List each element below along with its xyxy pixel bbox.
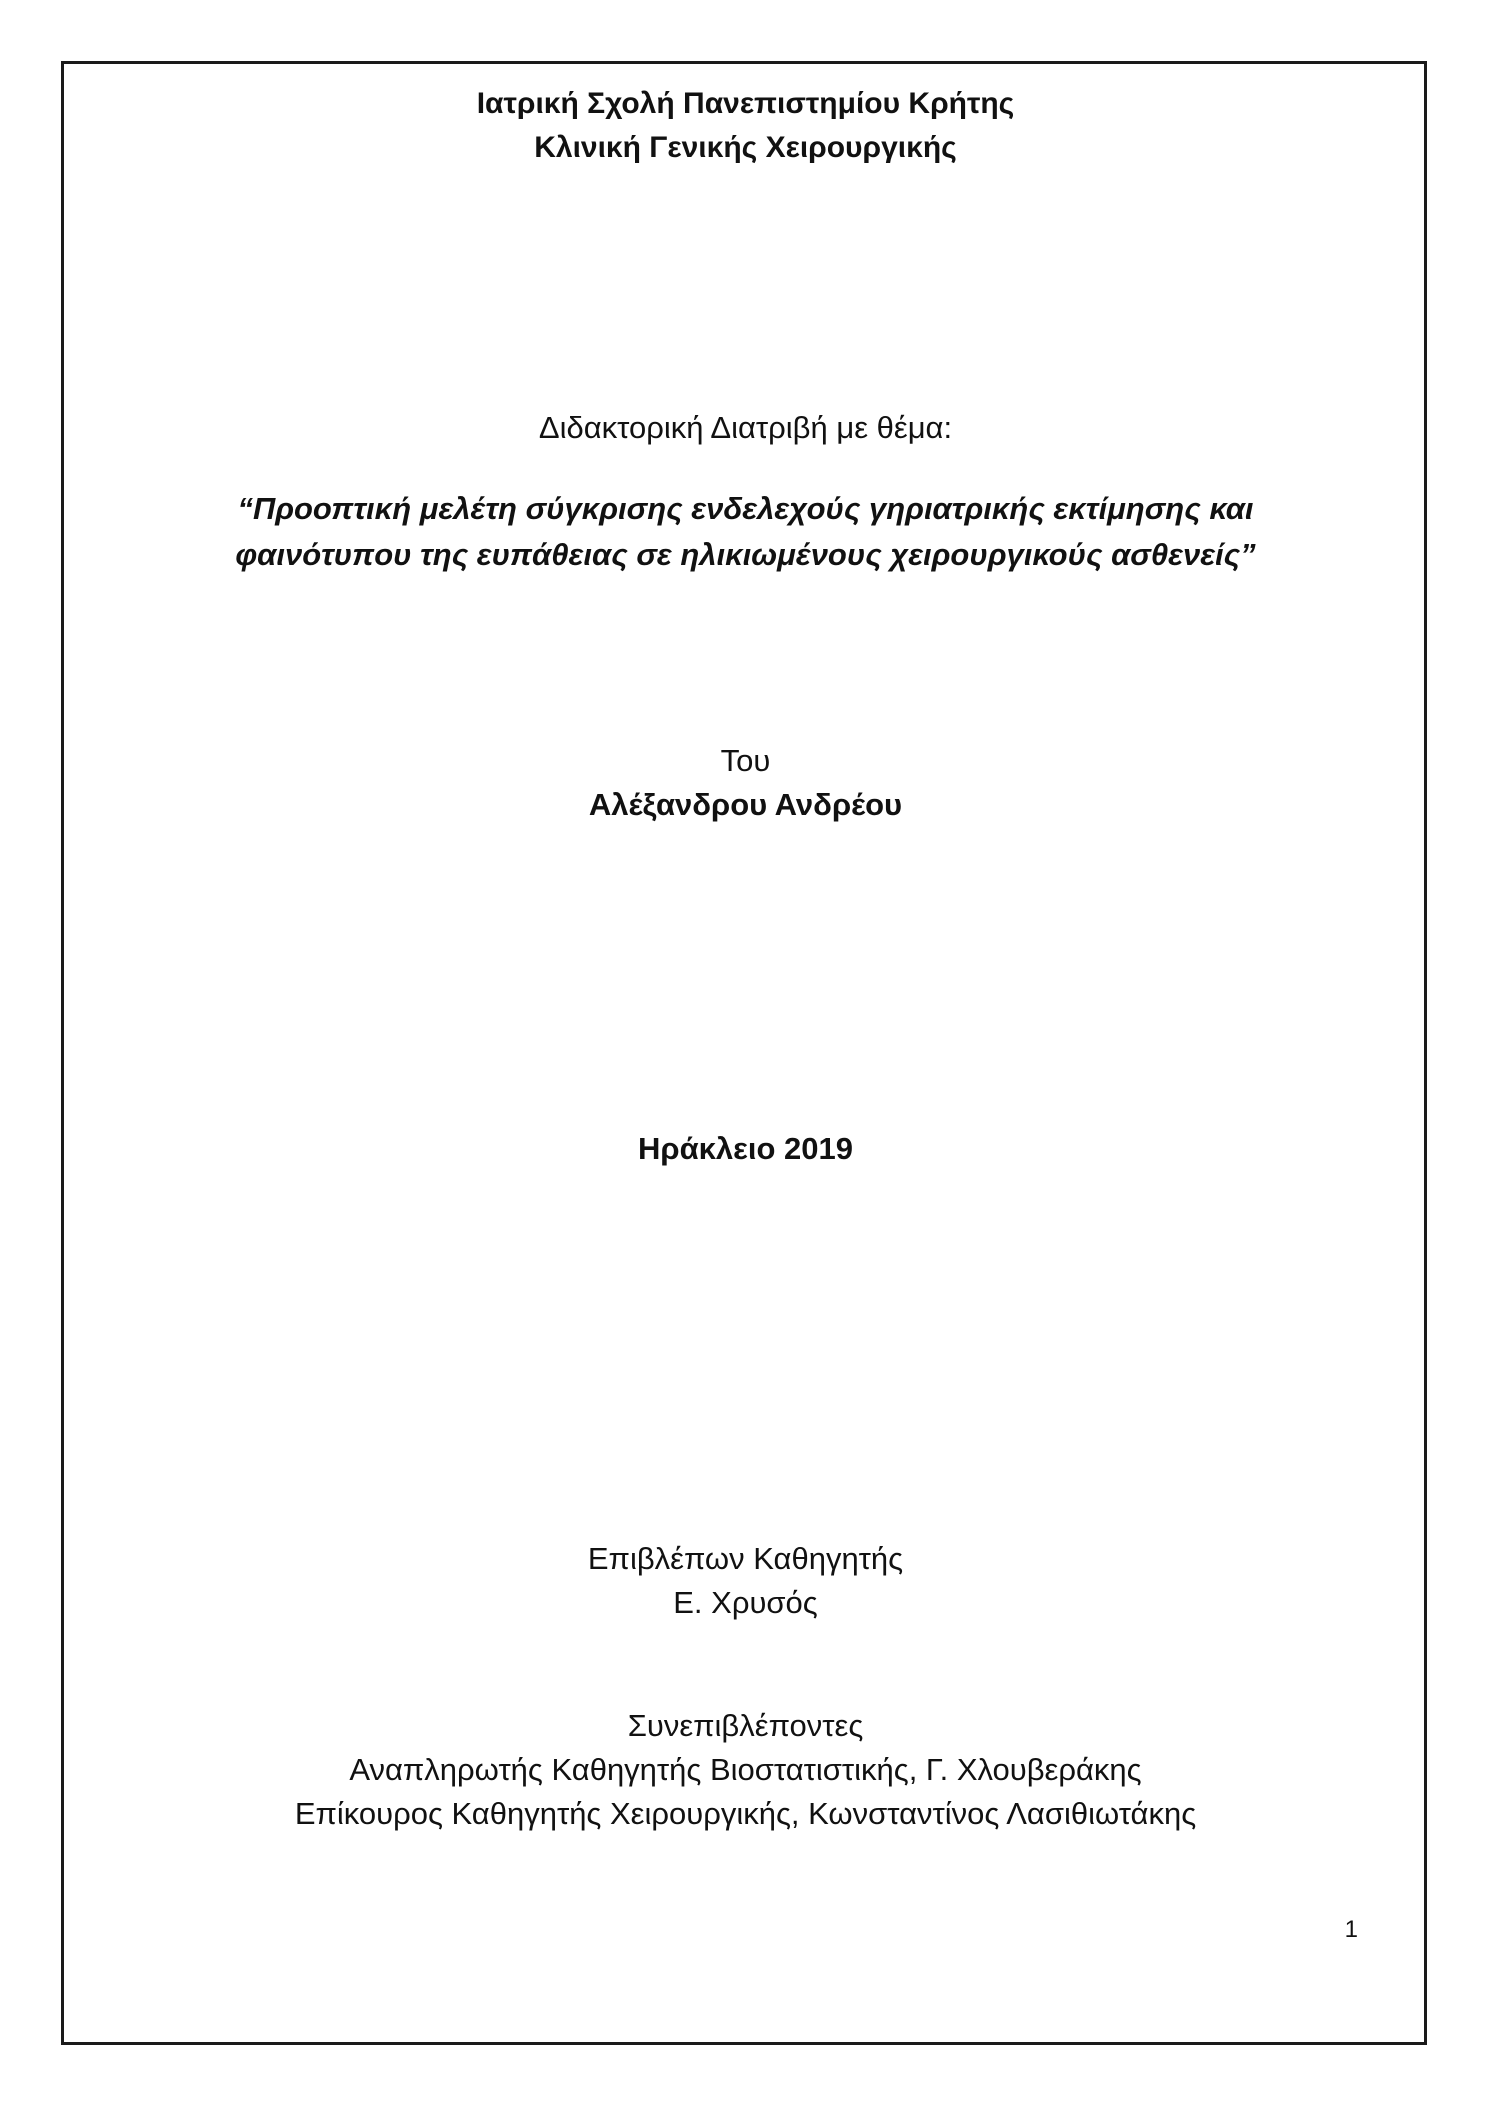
- cosupervisor-item: Αναπληρωτής Καθηγητής Βιοστατιστικής, Γ. Χλουβεράκης: [349, 1752, 1142, 1787]
- author-prefix: Του: [720, 743, 771, 778]
- supervisor-label: Επιβλέπων Καθηγητής: [587, 1541, 904, 1576]
- clinic-name: Κλινική Γενικής Χειρουργικής: [534, 131, 957, 164]
- cosupervisor-item: Επίκουρος Καθηγητής Χειρουργικής, Κωνσταντίνος Λασιθιωτάκης: [294, 1796, 1197, 1831]
- page-number: 1: [1344, 1916, 1358, 1943]
- place-year: Ηράκλειο 2019: [638, 1131, 853, 1166]
- thesis-title-line-2: φαινότυπου της ευπάθειας σε ηλικιωμένους χειρουργικούς ασθενείς”: [235, 537, 1256, 572]
- school-name: Ιατρική Σχολή Πανεπιστημίου Κρήτης: [476, 87, 1015, 120]
- thesis-title-line-1: “Προοπτική μελέτη σύγκρισης ενδελεχούς γηριατρικής εκτίμησης και: [237, 491, 1254, 526]
- author-name: Αλέξανδρου Ανδρέου: [588, 787, 903, 822]
- cosupervisors-label: Συνεπιβλέποντες: [627, 1708, 864, 1743]
- supervisor-name: Ε. Χρυσός: [673, 1585, 818, 1620]
- thesis-subject-label: Διδακτορική Διατριβή με θέμα:: [538, 410, 953, 445]
- page-border-frame: [61, 61, 1427, 2045]
